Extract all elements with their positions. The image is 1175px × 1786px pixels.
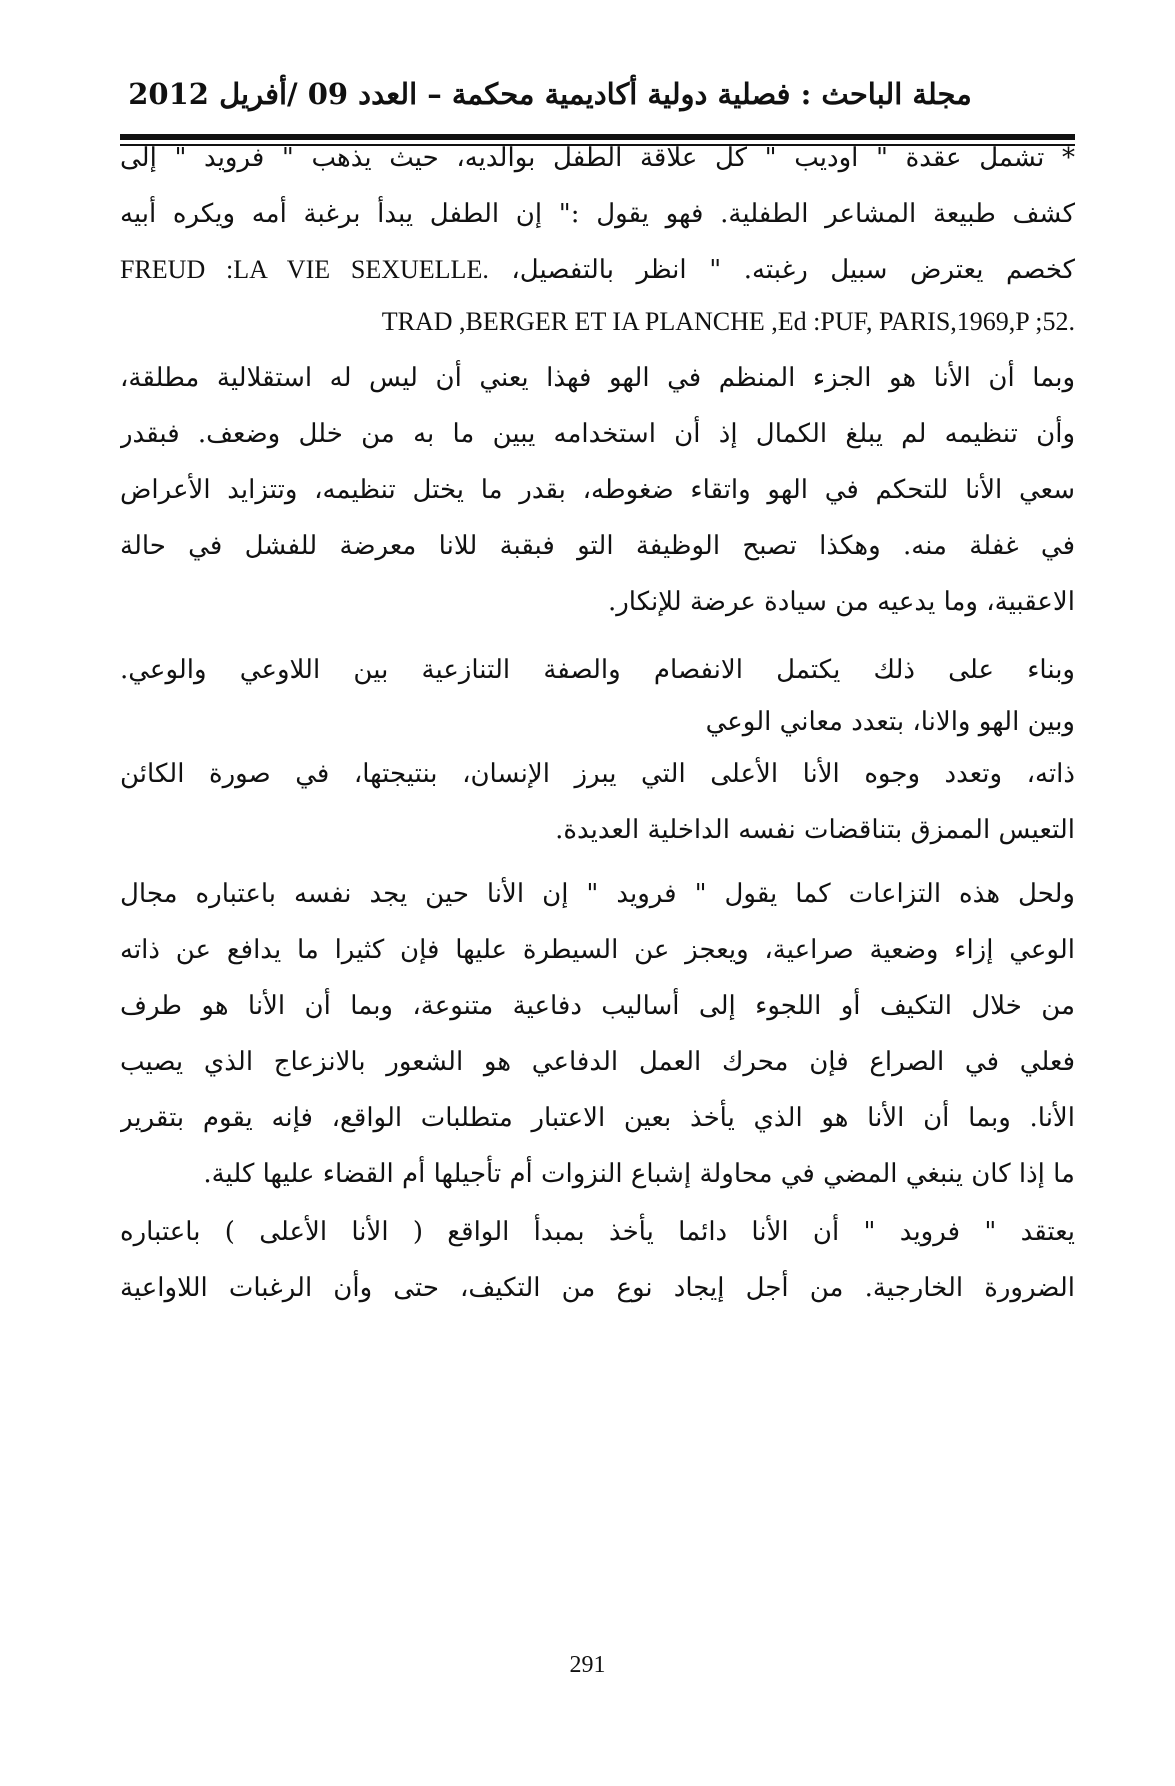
body-line-17: الضرورة الخارجية. من أجل إيجاد نوع من التكيف، حتى وأن الرغبات اللاواعية [120, 1273, 1075, 1303]
footnote-line-1: * تشمل عقدة " اوديب " كل علاقة الطفل بوالديه، حيث يذهب " فرويد " إلى [120, 143, 1075, 173]
footnote-line-2: كشف طبيعة المشاعر الطفلية. فهو يقول :" إن الطفل يبدأ برغبة أمه ويكره أبيه [120, 199, 1075, 229]
page-number: 291 [569, 1652, 606, 1678]
body-line-9: التعيس الممزق بتناقضات نفسه الداخلية العديدة. [555, 815, 1075, 845]
body-line-2: وأن تنظيمه لم يبلغ الكمال إذ أن استخدامه يبين ما به من خلل وضعف. فبقدر [120, 419, 1075, 449]
body-line-13: فعلي في الصراع فإن محرك العمل الدفاعي هو الشعور بالانزعاج الذي يصيب [120, 1047, 1075, 1077]
footnote-line-3 [120, 245, 1075, 295]
body-line-10: ولحل هذه التزاعات كما يقول " فرويد " إن الأنا حين يجد نفسه باعتباره مجال [120, 879, 1075, 909]
footnote-line-3-arabic: كخصم يعترض سبيل رغبته. " انظر بالتفصيل، [511, 255, 1075, 285]
body-line-3: سعي الأنا للتحكم في الهو واتقاء ضغوطه، بقدر ما يختل تنظيمه، وتتزايد الأعراض [120, 475, 1075, 505]
body-line-6: وبناء على ذلك يكتمل الانفصام والصفة التنازعية بين اللاوعي والوعي. [120, 655, 1075, 685]
body-line-12: من خلال التكيف أو اللجوء إلى أساليب دفاعية متنوعة، وبما أن الأنا هو طرف [120, 991, 1075, 1021]
body-line-4: في غفلة منه. وهكذا تصبح الوظيفة التو فبقبة للانا معرضة للفشل في حالة [120, 531, 1075, 561]
body-line-11: الوعي إزاء وضعية صراعية، ويعجز عن السيطرة عليها فإن كثيرا ما يدافع عن ذاته [120, 935, 1075, 965]
journal-header: مجلة الباحث : فصلية دولية أكاديمية محكمة – العدد 09 /أفريل 2012 [128, 77, 972, 111]
body-line-14: الأنا. وبما أن الأنا هو الذي يأخذ بعين الاعتبار متطلبات الواقع، فإنه يقوم بتقرير [120, 1103, 1075, 1133]
body-line-8: ذاته، وتعدد وجوه الأنا الأعلى التي يبرز الإنسان، بنتيجتها، في صورة الكائن [120, 759, 1075, 789]
body-line-15: ما إذا كان ينبغي المضي في محاولة إشباع النزوات أم تأجيلها أم القضاء عليها كلية. [203, 1159, 1075, 1189]
footnote-reference-details: TRAD ,BERGER ET IA PLANCHE ,Ed :PUF, PARIS,1969,P ;52. [381, 307, 1075, 336]
body-line-1: وبما أن الأنا هو الجزء المنظم في الهو فهذا يعني أن ليس له استقلالية مطلقة، [120, 363, 1075, 393]
body-line-5: الاعقبية، وما يدعيه من سيادة عرضة للإنكار. [607, 587, 1075, 617]
body-line-16: يعتقد " فرويد " أن الأنا دائما يأخذ بمبدأ الواقع ( الأنا الأعلى ) باعتباره [120, 1217, 1075, 1247]
body-line-7: وبين الهو والانا، بتعدد معاني الوعي [705, 707, 1075, 737]
footnote-reference-title: FREUD :LA VIE SEXUELLE. [120, 255, 489, 284]
